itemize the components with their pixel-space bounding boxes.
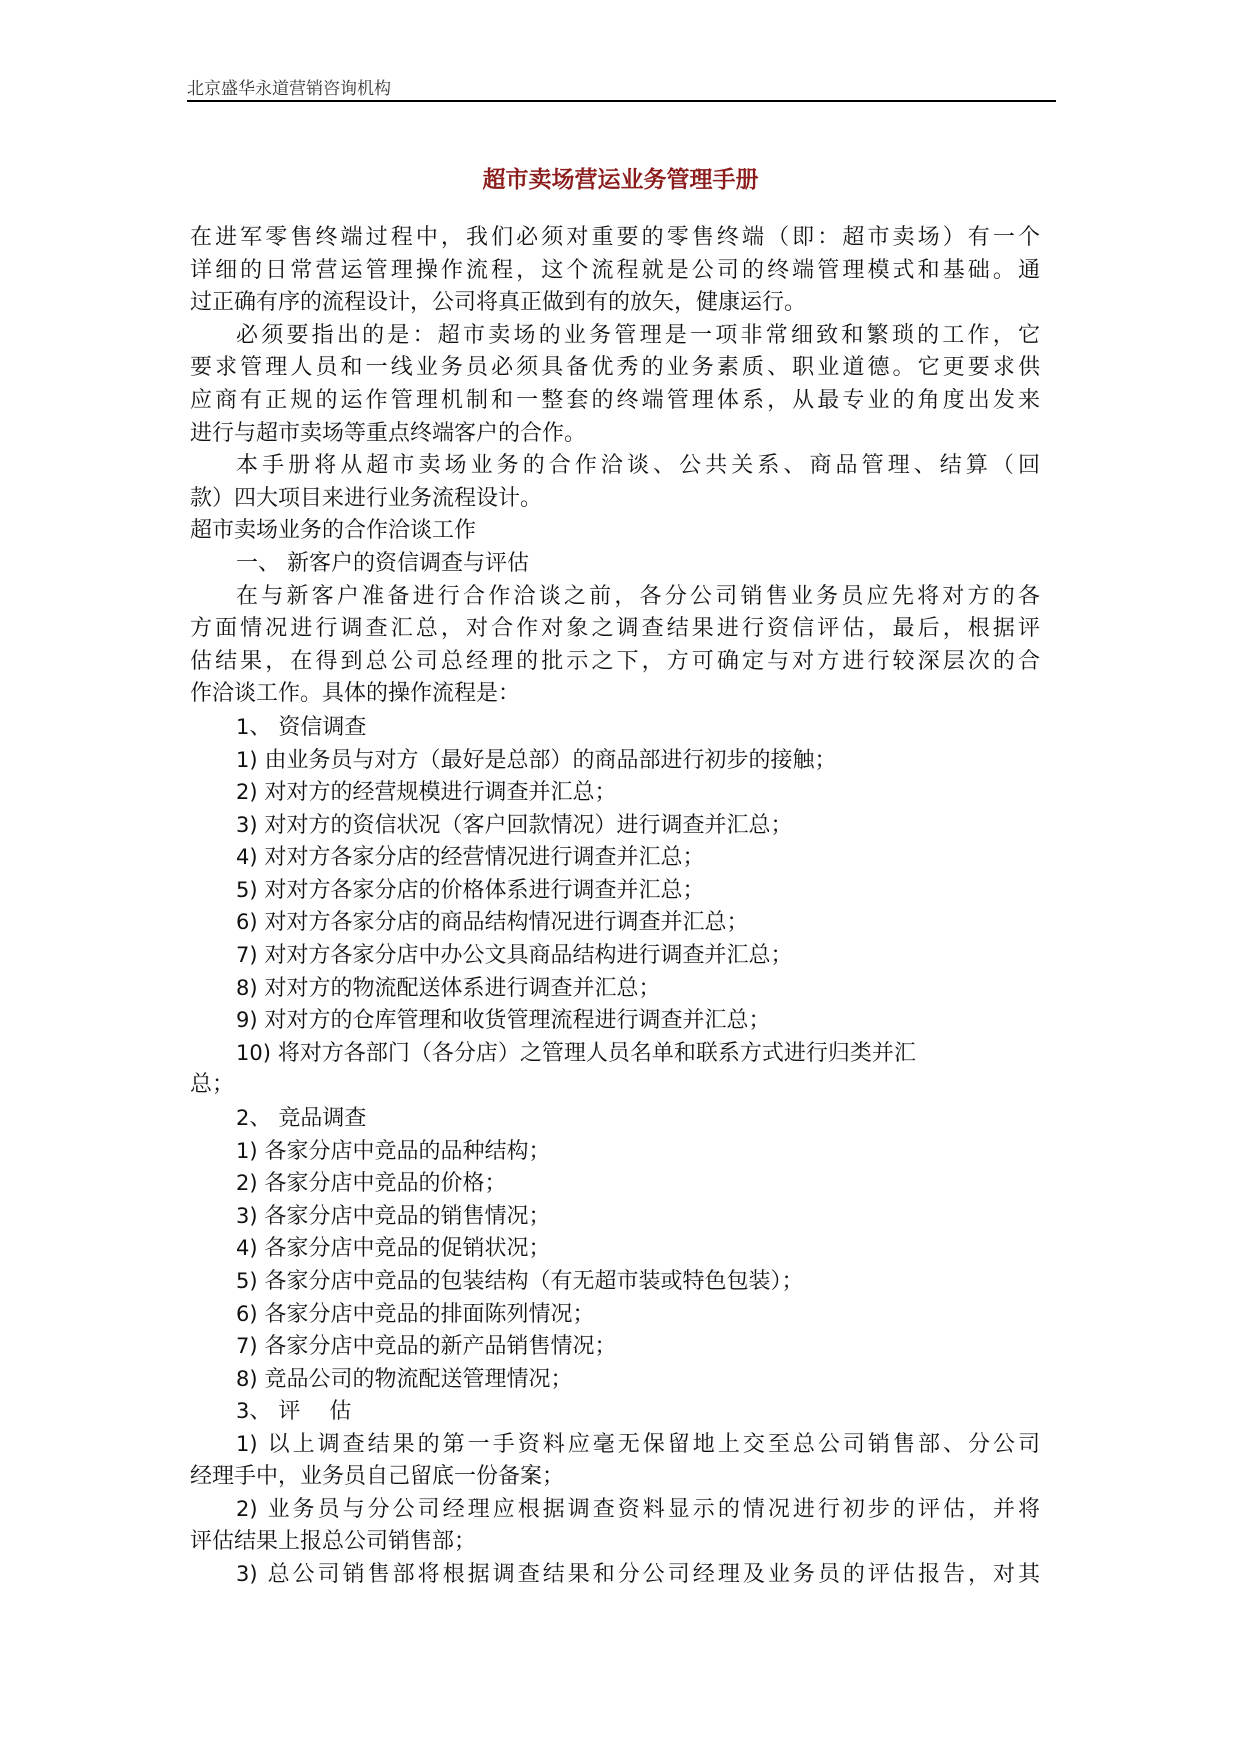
text-line	[190, 939, 1040, 972]
list-number: 9)	[236, 1008, 258, 1033]
text-line	[190, 1265, 1040, 1298]
page-header	[187, 72, 1056, 102]
line-text: 将对方各部门（各分店）之管理人员名单和联系方式进行归类并汇	[270, 1040, 916, 1066]
line-text: 竞品公司的物流配送管理情况；	[257, 1366, 573, 1392]
document-body	[190, 222, 1040, 1591]
list-number: 1	[236, 714, 250, 739]
text-line	[190, 972, 1040, 1005]
line-text: 各家分店中竞品的排面陈列情况；	[257, 1301, 595, 1327]
line-text: 各家分店中竞品的新产品销售情况；	[257, 1334, 617, 1360]
line-text: 各家分店中竞品的品种结构；	[257, 1138, 551, 1164]
line-text: 对对方的经营规模进行调查并汇总；	[257, 780, 617, 806]
line-text: 对对方的仓库管理和收货管理流程进行调查并汇总；	[257, 1008, 771, 1034]
line-text: 超市卖场业务的合作洽谈工作	[190, 518, 477, 544]
line-text: 经理手中，业务员自己留底一份备案；	[190, 1463, 565, 1489]
line-text: 一、 新客户的资信调查与评估	[236, 550, 529, 576]
line-text: 本手册将从超市卖场业务的合作洽谈、公共关系、商品管理、结算（回	[236, 453, 1040, 479]
document-title: 超市卖场营运业务管理手册	[482, 166, 759, 193]
list-number: 10)	[236, 1040, 271, 1065]
line-text: 在与新客户准备进行合作洽谈之前，各分公司销售业务员应先将对方的各	[236, 583, 1040, 609]
line-text: 各家分店中竞品的促销状况；	[257, 1236, 551, 1262]
text-line	[190, 906, 1040, 939]
list-number: 1)	[236, 1431, 258, 1456]
text-line	[190, 581, 1040, 614]
line-text: 方面情况进行调查汇总，对合作对象之调查结果进行资信评估，最后，根据评	[190, 616, 1040, 642]
line-text: 对对方各家分店的价格体系进行调查并汇总；	[257, 877, 705, 903]
list-number: 3)	[236, 1203, 258, 1228]
text-line	[190, 1461, 1040, 1494]
list-number: 4)	[236, 1236, 258, 1261]
text-line	[190, 222, 1040, 255]
list-number: 2)	[236, 1497, 258, 1522]
text-line	[190, 1037, 1040, 1070]
text-line	[190, 744, 1040, 777]
line-text: 总；	[190, 1072, 235, 1098]
text-line	[190, 385, 1040, 418]
line-text: 对对方的物流配送体系进行调查并汇总；	[257, 975, 661, 1001]
line-text: 评估结果上报总公司销售部；	[190, 1528, 477, 1554]
line-text: 在进军零售终端过程中，我们必须对重要的零售终端（即：超市卖场）有一个	[190, 225, 1040, 250]
line-text: 对对方各家分店的经营情况进行调查并汇总；	[257, 845, 705, 871]
list-number: 7)	[236, 943, 258, 968]
text-line	[190, 1558, 1040, 1591]
text-line	[190, 418, 1040, 451]
text-line	[190, 711, 1040, 744]
text-line	[190, 1428, 1040, 1461]
list-number: 1)	[236, 747, 258, 772]
line-text: 各家分店中竞品的销售情况；	[257, 1203, 551, 1229]
line-text: 应商有正规的运作管理机制和一整套的终端管理体系，从最专业的角度出发来	[190, 387, 1040, 413]
list-number: 2)	[236, 1171, 258, 1196]
line-text: 各家分店中竞品的包装结构（有无超市装或特色包装）；	[257, 1269, 804, 1294]
line-text: 、 竞品调查	[249, 1106, 367, 1132]
list-number: 4)	[236, 845, 258, 870]
list-number: 1)	[236, 1138, 258, 1163]
text-line	[190, 809, 1040, 842]
line-text: 估结果，在得到总公司总经理的批示之下，方可确定与对方进行较深层次的合	[190, 648, 1040, 674]
text-line	[190, 483, 1040, 516]
text-line	[190, 320, 1040, 353]
text-line	[190, 1363, 1040, 1396]
list-number: 6)	[236, 1301, 258, 1326]
line-text: 业务员与分公司经理应根据调查资料显示的情况进行初步的评估，并将	[257, 1497, 1040, 1523]
line-text: 对对方各家分店中办公文具商品结构进行调查并汇总；	[257, 943, 793, 969]
list-number: 2)	[236, 780, 258, 805]
text-line	[190, 1200, 1040, 1233]
line-text: 对对方各家分店的商品结构情况进行调查并汇总；	[257, 910, 749, 936]
list-number: 3)	[236, 1562, 258, 1587]
list-number: 3	[236, 1399, 250, 1424]
list-number: 5)	[236, 877, 258, 902]
line-text: 必须要指出的是：超市卖场的业务管理是一项非常细致和繁琐的工作，它	[236, 322, 1040, 348]
text-line	[190, 255, 1040, 288]
text-line	[190, 776, 1040, 809]
text-line	[190, 874, 1040, 907]
text-line	[190, 515, 1040, 548]
text-line	[190, 1102, 1040, 1135]
text-line	[190, 287, 1040, 320]
list-number: 6)	[236, 910, 258, 935]
line-text: 、 评 估	[249, 1399, 352, 1425]
line-text: 由业务员与对方（最好是总部）的商品部进行初步的接触；	[257, 747, 837, 773]
text-line	[190, 548, 1040, 581]
line-text: 款）四大项目来进行业务流程设计。	[190, 485, 543, 511]
text-line	[190, 646, 1040, 679]
line-text: 详细的日常营运管理操作流程，这个流程就是公司的终端管理模式和基础。通	[190, 257, 1040, 283]
line-text: 对对方的资信状况（客户回款情况）进行调查并汇总；	[257, 812, 793, 838]
text-line	[190, 1004, 1040, 1037]
text-line	[190, 1167, 1040, 1200]
line-text: 要求管理人员和一线业务员必须具备优秀的业务素质、职业道德。它更要求供	[190, 355, 1040, 381]
text-line	[190, 613, 1040, 646]
text-line	[190, 1135, 1040, 1168]
list-number: 3)	[236, 812, 258, 837]
text-line	[190, 352, 1040, 385]
line-text: 总公司销售部将根据调查结果和分公司经理及业务员的评估报告，对其	[257, 1562, 1040, 1588]
list-number: 8)	[236, 1366, 258, 1391]
list-number: 8)	[236, 975, 258, 1000]
line-text: 进行与超市卖场等重点终端客户的合作。	[190, 420, 587, 446]
line-text: 以上调查结果的第一手资料应毫无保留地上交至总公司销售部、分公司	[257, 1431, 1040, 1457]
text-line	[190, 1232, 1040, 1265]
text-line	[190, 450, 1040, 483]
text-line	[190, 1493, 1040, 1526]
text-line	[190, 1526, 1040, 1559]
header-org-name: 北京盛华永道营销咨询机构	[187, 79, 391, 99]
line-text: 各家分店中竞品的价格；	[257, 1171, 507, 1197]
line-text: 作洽谈工作。具体的操作流程是：	[190, 681, 521, 707]
text-line	[190, 1395, 1040, 1428]
text-line	[190, 678, 1040, 711]
line-text: 、 资信调查	[249, 714, 367, 740]
text-line	[190, 1330, 1040, 1363]
list-number: 2	[236, 1106, 250, 1131]
text-line	[190, 1069, 1040, 1102]
line-text: 过正确有序的流程设计，公司将真正做到有的放矢，健康运行。	[190, 290, 807, 316]
text-line	[190, 1298, 1040, 1331]
text-line	[190, 841, 1040, 874]
list-number: 5)	[236, 1269, 258, 1293]
list-number: 7)	[236, 1334, 258, 1359]
